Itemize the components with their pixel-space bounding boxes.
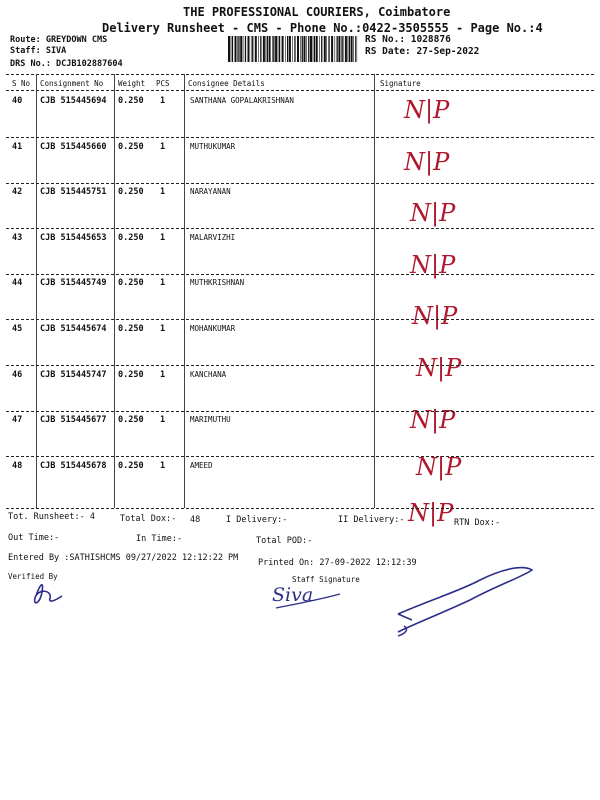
row-signature: N|P	[416, 453, 462, 482]
barcode-bar	[263, 36, 265, 62]
barcode-bar	[342, 36, 343, 62]
barcode-bar	[351, 36, 353, 62]
total-pod-label: Total POD:-	[256, 536, 313, 546]
row-consignee: MUTHUKUMAR	[190, 141, 236, 151]
row-sno: 45	[12, 324, 23, 334]
barcode-bar	[273, 36, 274, 62]
row-weight: 0.250	[118, 96, 144, 106]
staff-signature-text: Siva	[272, 584, 314, 606]
in-time-label: In Time:-	[136, 534, 183, 544]
barcode-bar	[328, 36, 329, 62]
row-weight: 0.250	[118, 324, 144, 334]
row-sno: 41	[12, 141, 23, 152]
row-consignment-no: CJB 515445660	[40, 141, 107, 152]
rs-number: RS No.: 1028876	[365, 34, 451, 45]
barcode-bar	[267, 36, 268, 62]
totals-top-rule	[6, 508, 594, 509]
barcode-bar	[260, 36, 261, 62]
row-sno: 40	[12, 96, 23, 106]
barcode-bar	[275, 36, 277, 62]
row-consignee: AMEED	[190, 460, 213, 470]
row-weight: 0.250	[118, 187, 144, 198]
row-separator	[6, 137, 594, 138]
barcode-bar	[331, 36, 333, 62]
drs-number: DRS No.: DCJB102887604	[10, 59, 123, 69]
row-consignment-no: CJB 515445678	[40, 460, 107, 471]
row-separator	[6, 411, 594, 412]
barcode-icon	[228, 36, 358, 62]
barcode-bar	[235, 36, 237, 62]
row-signature: N|P	[410, 250, 456, 279]
rs-date: RS Date: 27-Sep-2022	[365, 46, 480, 57]
barcode-bar	[297, 36, 299, 62]
barcode-bar	[341, 36, 342, 62]
barcode-bar	[269, 36, 271, 62]
route-label: Route: GREYDOWN CMS	[10, 35, 108, 45]
row-signature: N|P	[408, 498, 454, 527]
row-separator	[6, 228, 594, 229]
row-weight: 0.250	[118, 278, 144, 289]
row-separator	[6, 274, 594, 275]
printed-on: Printed On: 27-09-2022 12:12:39	[258, 558, 417, 568]
header-top-rule	[6, 74, 594, 75]
row-separator	[6, 319, 594, 320]
rtn-dox-label: RTN Dox:-	[454, 518, 501, 528]
barcode-bar	[338, 36, 340, 62]
barcode-bar	[302, 36, 303, 62]
row-consignment-no: CJB 515445653	[40, 232, 107, 243]
total-dox-label: Total Dox:-	[120, 514, 177, 524]
barcode-bar	[314, 36, 315, 62]
barcode-bar	[292, 36, 293, 62]
ii-delivery-label: II Delivery:-	[338, 515, 405, 525]
barcode-bar	[316, 36, 318, 62]
row-sno: 43	[12, 232, 23, 243]
row-weight: 0.250	[118, 369, 144, 380]
row-weight: 0.250	[118, 141, 144, 152]
barcode-bar	[231, 36, 232, 62]
runsheet-subtitle: Delivery Runsheet - CMS - Phone No.:0422-3505555 - Page No.:4	[102, 21, 543, 35]
row-sno: 48	[12, 460, 23, 471]
barcode-bar	[310, 36, 312, 62]
row-signature: N|P	[404, 147, 450, 176]
tot-runsheet: Tot. Runsheet:- 4	[8, 512, 95, 522]
row-weight: 0.250	[118, 460, 144, 471]
col-header-signature: Signature	[380, 79, 421, 88]
staff-signature-label: Staff Signature	[292, 575, 360, 584]
barcode-bar	[345, 36, 347, 62]
barcode-bar	[285, 36, 286, 62]
row-consignment-no: CJB 515445749	[40, 278, 107, 289]
column-divider	[184, 74, 185, 508]
barcode-bar	[313, 36, 314, 62]
row-separator	[6, 456, 594, 457]
i-delivery-label: I Delivery:-	[226, 515, 288, 525]
row-signature: N|P	[404, 96, 450, 124]
barcode-bar	[279, 36, 280, 62]
barcode-bar	[258, 36, 259, 62]
row-pcs: 1	[160, 324, 166, 334]
row-consignee: NARAYANAN	[190, 187, 231, 197]
row-consignment-no: CJB 515445674	[40, 324, 107, 334]
row-pcs: 1	[160, 187, 166, 198]
barcode-bar	[300, 36, 301, 62]
row-signature: N|P	[410, 199, 456, 228]
row-consignee: SANTHANA GOPALAKRISHNAN	[190, 96, 294, 105]
row-signature: N|P	[416, 354, 462, 382]
staff-label: Staff: SIVA	[10, 46, 67, 56]
row-pcs: 1	[160, 460, 166, 471]
barcode-bar	[243, 36, 244, 62]
company-title: THE PROFESSIONAL COURIERS, Coimbatore	[183, 5, 451, 19]
row-pcs: 1	[160, 278, 166, 289]
barcode-bar	[266, 36, 267, 62]
barcode-bar	[251, 36, 252, 62]
row-pcs: 1	[160, 96, 166, 106]
row-weight: 0.250	[118, 232, 144, 243]
row-consignee: MALARVIZHI	[190, 232, 236, 242]
barcode-bar	[337, 36, 338, 62]
row-separator	[6, 365, 594, 366]
barcode-bar	[355, 36, 356, 62]
row-consignment-no: CJB 515445677	[40, 415, 107, 426]
barcode-bar	[248, 36, 250, 62]
row-consignee: KANCHANA	[190, 369, 227, 379]
barcode-bar	[289, 36, 291, 62]
row-consignee: MARIMUTHU	[190, 415, 231, 425]
barcode-bar	[349, 36, 350, 62]
header-bottom-rule	[6, 90, 594, 91]
barcode-bar	[321, 36, 322, 62]
row-pcs: 1	[160, 415, 166, 426]
barcode-bar	[252, 36, 253, 62]
col-header-sno: S No	[12, 79, 31, 88]
row-sno: 46	[12, 369, 23, 380]
barcode-bar	[287, 36, 288, 62]
barcode-bar	[238, 36, 239, 62]
row-pcs: 1	[160, 232, 166, 243]
barcode-bar	[335, 36, 336, 62]
barcode-bar	[245, 36, 246, 62]
row-signature: N|P	[412, 302, 458, 331]
barcode-bar	[278, 36, 279, 62]
row-consignment-no: CJB 515445694	[40, 96, 107, 106]
row-consignment-no: CJB 515445747	[40, 369, 107, 380]
row-weight: 0.250	[118, 415, 144, 426]
row-sno: 44	[12, 278, 23, 289]
signature-stroke-icon	[398, 568, 532, 632]
row-sno: 42	[12, 187, 23, 198]
verified-by-signature-icon	[35, 585, 62, 603]
row-separator	[6, 183, 594, 184]
col-header-consignee: Consignee Details	[188, 79, 265, 88]
column-divider	[36, 74, 37, 508]
out-time-label: Out Time:-	[8, 533, 60, 543]
barcode-bar	[348, 36, 349, 62]
barcode-bar	[319, 36, 320, 62]
barcode-bar	[304, 36, 306, 62]
barcode-bar	[240, 36, 242, 62]
col-header-pcs: PCS	[156, 79, 170, 88]
column-divider	[374, 74, 375, 508]
row-signature: N|P	[410, 405, 456, 434]
barcode-bar	[272, 36, 273, 62]
barcode-bar	[353, 36, 354, 62]
barcode-bar	[237, 36, 238, 62]
barcode-bar	[308, 36, 309, 62]
barcode-bar	[255, 36, 257, 62]
total-dox-value: 48	[190, 515, 201, 525]
barcode-bar	[294, 36, 295, 62]
col-header-consignment: Consignment No	[40, 79, 104, 88]
row-consignee: MUTHKRISHNAN	[190, 278, 245, 288]
entered-by: Entered By :SATHISHCMS 09/27/2022 12:12:22 PM	[8, 553, 239, 563]
barcode-bar	[306, 36, 307, 62]
barcode-bar	[324, 36, 326, 62]
col-header-weight: Weight	[118, 79, 146, 88]
verified-by-label: Verified By	[8, 572, 58, 581]
row-sno: 47	[12, 415, 23, 426]
row-pcs: 1	[160, 141, 166, 152]
row-pcs: 1	[160, 369, 166, 380]
barcode-bar	[326, 36, 327, 62]
signature-tick-icon	[398, 626, 406, 636]
barcode-bar	[282, 36, 284, 62]
column-divider	[114, 74, 115, 508]
barcode-bar	[232, 36, 233, 62]
row-consignment-no: CJB 515445751	[40, 187, 107, 198]
barcode-bar	[228, 36, 230, 62]
row-consignee: MOHANKUMAR	[190, 324, 236, 333]
